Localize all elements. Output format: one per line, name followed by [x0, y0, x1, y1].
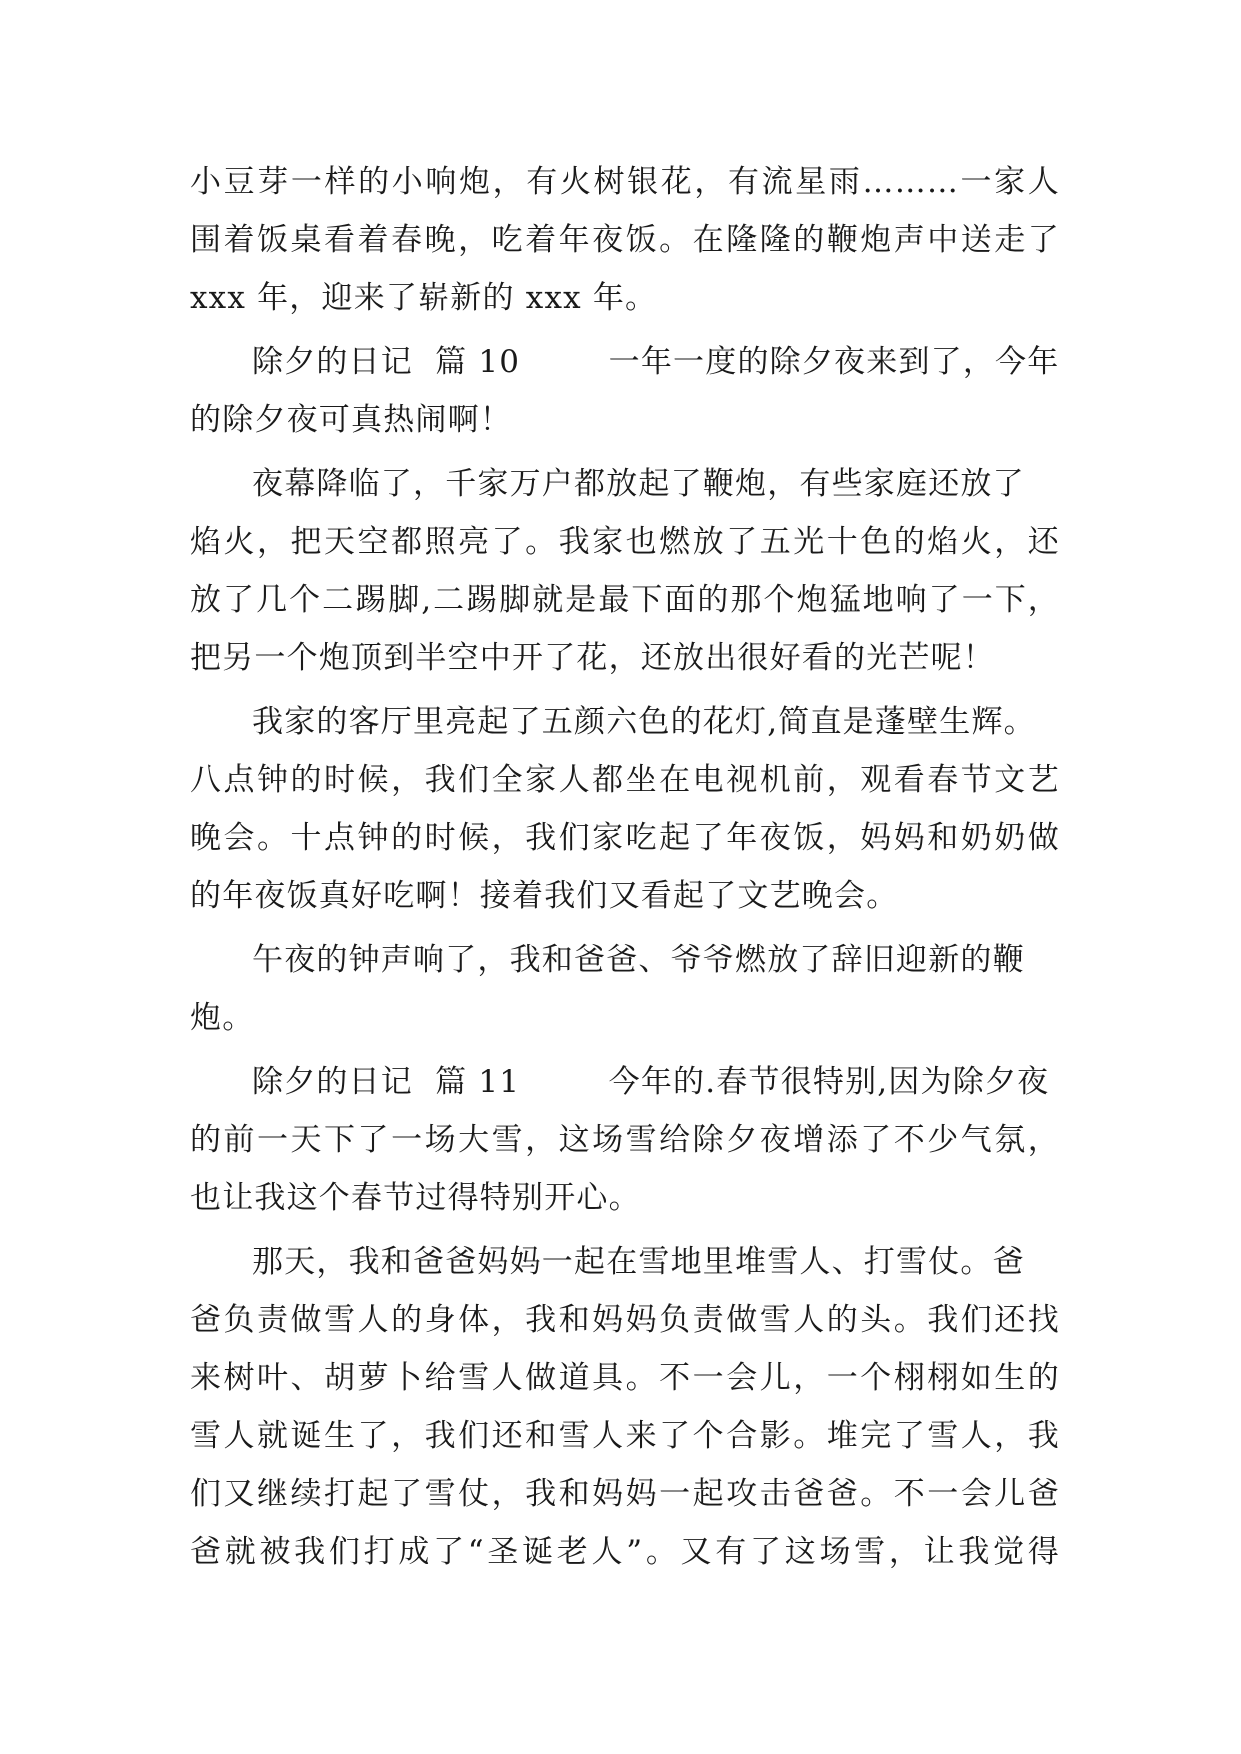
paragraph-start: 我家的客厅里亮起了五颜六色的花灯,简直是蓬壁生辉。	[252, 704, 1036, 740]
section-heading-10: 除夕的日记 篇 10 一年一度的除夕夜来到了，今年	[252, 344, 1060, 380]
paragraph-start: 夜幕降临了，千家万户都放起了鞭炮，有些家庭还放了	[252, 466, 1025, 502]
text-line: 炮。	[190, 1000, 255, 1036]
text-line: 雪人就诞生了，我们还和雪人来了个合影。堆完了雪人，我	[190, 1418, 1060, 1454]
text-line: 晚会。十点钟的时候，我们家吃起了年夜饭，妈妈和奶奶做	[190, 820, 1060, 856]
text-line: 小豆芽一样的小响炮，有火树银花，有流星雨………一家人	[190, 164, 1060, 200]
text-line: 八点钟的时候，我们全家人都坐在电视机前，观看春节文艺	[190, 762, 1060, 798]
paragraph-start: 那天，我和爸爸妈妈一起在雪地里堆雪人、打雪仗。爸	[252, 1244, 1025, 1280]
text-line: 们又继续打起了雪仗，我和妈妈一起攻击爸爸。不一会儿爸	[190, 1476, 1060, 1512]
text-line: 爸负责做雪人的身体，我和妈妈负责做雪人的头。我们还找	[190, 1302, 1060, 1338]
text-line: 围着饭桌看着春晚，吃着年夜饭。在隆隆的鞭炮声中送走了	[190, 222, 1060, 258]
text-line: 的除夕夜可真热闹啊！	[190, 402, 512, 438]
text-line: 的前一天下了一场大雪，这场雪给除夕夜增添了不少气氛，	[190, 1122, 1060, 1158]
text-line: 的年夜饭真好吃啊！接着我们又看起了文艺晚会。	[190, 878, 899, 914]
text-line: 来树叶、胡萝卜给雪人做道具。不一会儿，一个栩栩如生的	[190, 1360, 1060, 1396]
text-line: xxx 年，迎来了崭新的 xxx 年。	[190, 280, 658, 316]
text-line: 把另一个炮顶到半空中开了花，还放出很好看的光芒呢！	[190, 640, 995, 676]
text-line: 焰火，把天空都照亮了。我家也燃放了五光十色的焰火，还	[190, 524, 1060, 560]
text-line: 也让我这个春节过得特别开心。	[190, 1180, 641, 1216]
paragraph-start: 午夜的钟声响了，我和爸爸、爷爷燃放了辞旧迎新的鞭	[252, 942, 1025, 978]
text-line: 放了几个二踢脚,二踢脚就是最下面的那个炮猛地响了一下，	[190, 582, 1060, 618]
text-line: 爸就被我们打成了“圣诞老人”。又有了这场雪，让我觉得	[190, 1534, 1060, 1570]
section-heading-11: 除夕的日记 篇 11 今年的.春节很特别,因为除夕夜	[252, 1064, 1050, 1100]
